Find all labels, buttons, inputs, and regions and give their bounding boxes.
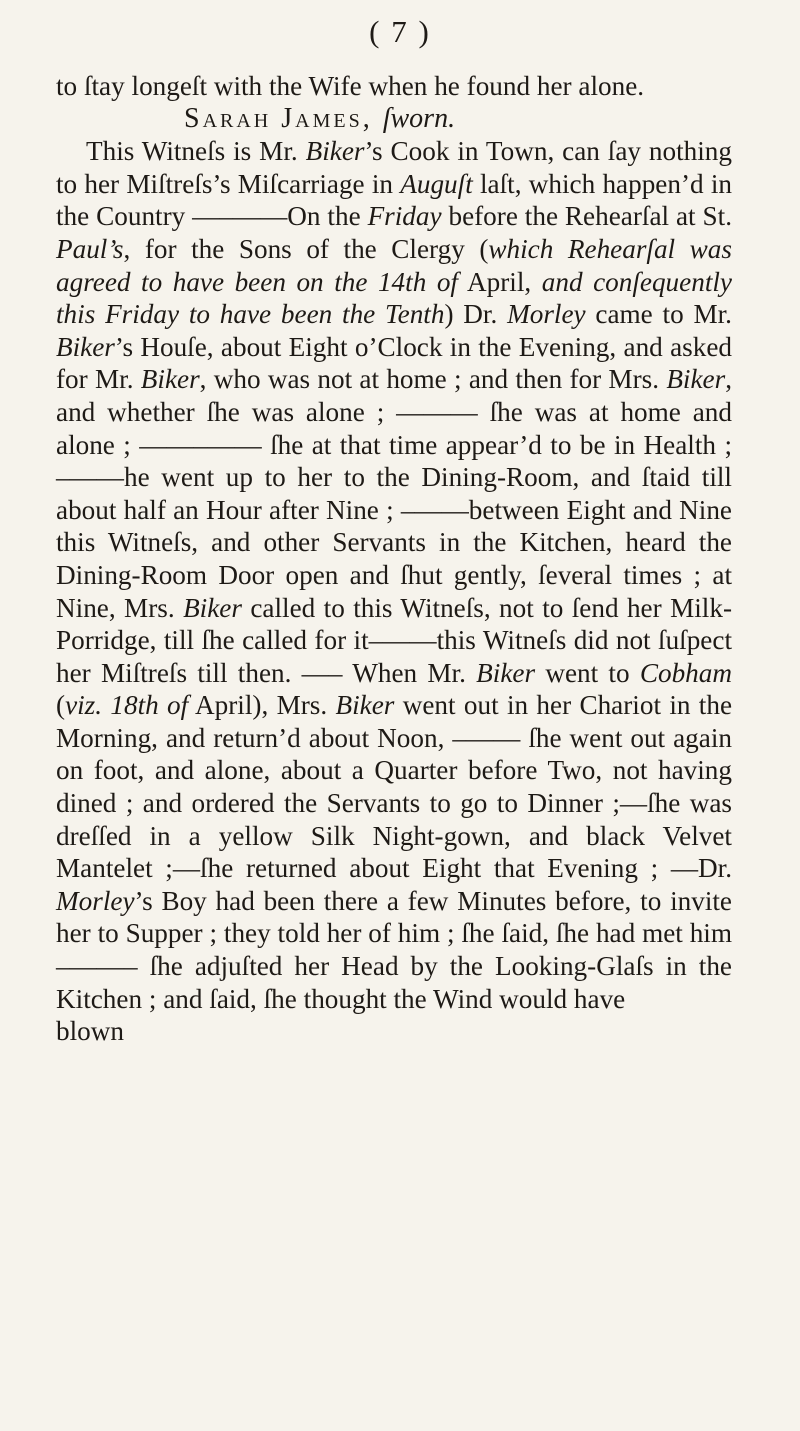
testimony-italic: 18th of xyxy=(110,690,189,721)
page-number: ( 7 ) xyxy=(369,14,431,49)
testimony-text: ( xyxy=(56,690,66,721)
testimony-paragraph xyxy=(56,135,732,1015)
text-block xyxy=(56,70,732,1048)
testimony-italic: which Rehearſal was agreed to have been on the 14th of xyxy=(56,233,732,297)
testimony-italic: Biker xyxy=(476,657,536,688)
testimony-italic: Cobham xyxy=(639,657,732,688)
testimony-italic: Morley xyxy=(507,299,586,330)
catchword: blown xyxy=(56,1016,124,1047)
testimony-text: ’s Cook in Town, can ſay nothing to her Miſtreſs’s Miſcarriage in xyxy=(56,136,732,199)
testimony-text: laſt, which happen’d in the Country —–——On the xyxy=(56,168,732,232)
testimony-text: before the Rehearſal at St. xyxy=(441,201,732,232)
testimony-text: called to this Witneſs, not to ſend her Milk-Porridge, till ſhe called for it–——this Witneſs did not ſuſpect her Miſtreſs till then. —– When Mr. xyxy=(56,592,732,688)
testimony-italic: Biker xyxy=(335,690,395,721)
testimony-text: ’s Boy had been there a few Minutes before, to invite her to Supper ; they told her of him ; ſhe ſaid, ſhe had met him –——– ſhe adjuſted her Head by the Looking-Glaſs in the Kitchen ; and ſaid, ſhe thought the Wind would have xyxy=(56,885,732,1014)
testimony-italic: Biker xyxy=(183,592,242,623)
testimony-italic: viz. xyxy=(65,690,103,721)
witness-name: Sarah James, xyxy=(184,102,373,134)
testimony-italic: Friday xyxy=(367,201,442,232)
testimony-italic: Biker xyxy=(666,364,726,395)
testimony-text: April, xyxy=(457,266,542,297)
testimony-text: ) Dr. xyxy=(444,299,508,330)
testimony-text: , and whether ſhe was alone ; ——— ſhe was at home and alone ; ——–—— ſhe at that time appear’d to be in Health ; –——he went up to her to the Dining-Room, and ſtaid till about half an Hour after Nine ; –——between Eight and Nine this Witneſs, and other Servants in the Kitchen, heard the Dining-Room Door open and ſhut gently, ſeveral times ; at Nine, Mrs. xyxy=(56,364,732,623)
testimony-text: , for the Sons of the Clergy ( xyxy=(123,233,489,264)
testimony-text: This Witneſs is Mr. xyxy=(86,136,306,167)
testimony-text: ’s Houſe, about Eight o’Clock in the Evening, and asked for Mr. xyxy=(56,331,732,395)
testimony-italic: Morley xyxy=(56,885,135,916)
opening-paragraph: to ſtay longeſt with the Wife when he found her alone. xyxy=(56,71,645,101)
testimony-text: went out in her Chariot in the Morning, and return’d about Noon, –—— ſhe went out again on foot, and alone, about a Quarter before Two, not having dined ; and ordered the Servants to go to Dinner ;—ſhe was dreſſed in a yellow Silk Night-gown, and black Velvet Mantelet ;—ſhe returned about Eight that Evening ; —Dr. xyxy=(56,690,733,884)
testimony-italic: Biker xyxy=(56,331,115,362)
witness-note: ſworn. xyxy=(382,102,456,134)
testimony-text: , who was not at home ; and then for Mrs. xyxy=(199,364,667,395)
witness-heading xyxy=(56,103,732,136)
testimony-italic: Auguſt xyxy=(400,168,473,199)
testimony-text: went to xyxy=(535,657,640,688)
testimony-italic: Biker xyxy=(305,136,365,167)
testimony-italic: Biker xyxy=(140,364,200,395)
testimony-italic: Paul’s xyxy=(56,233,124,264)
testimony-text: came to Mr. xyxy=(585,299,732,330)
testimony-text: April), Mrs. xyxy=(188,690,336,721)
testimony-italic: and conſequently this Friday to have been the Tenth xyxy=(56,266,732,330)
